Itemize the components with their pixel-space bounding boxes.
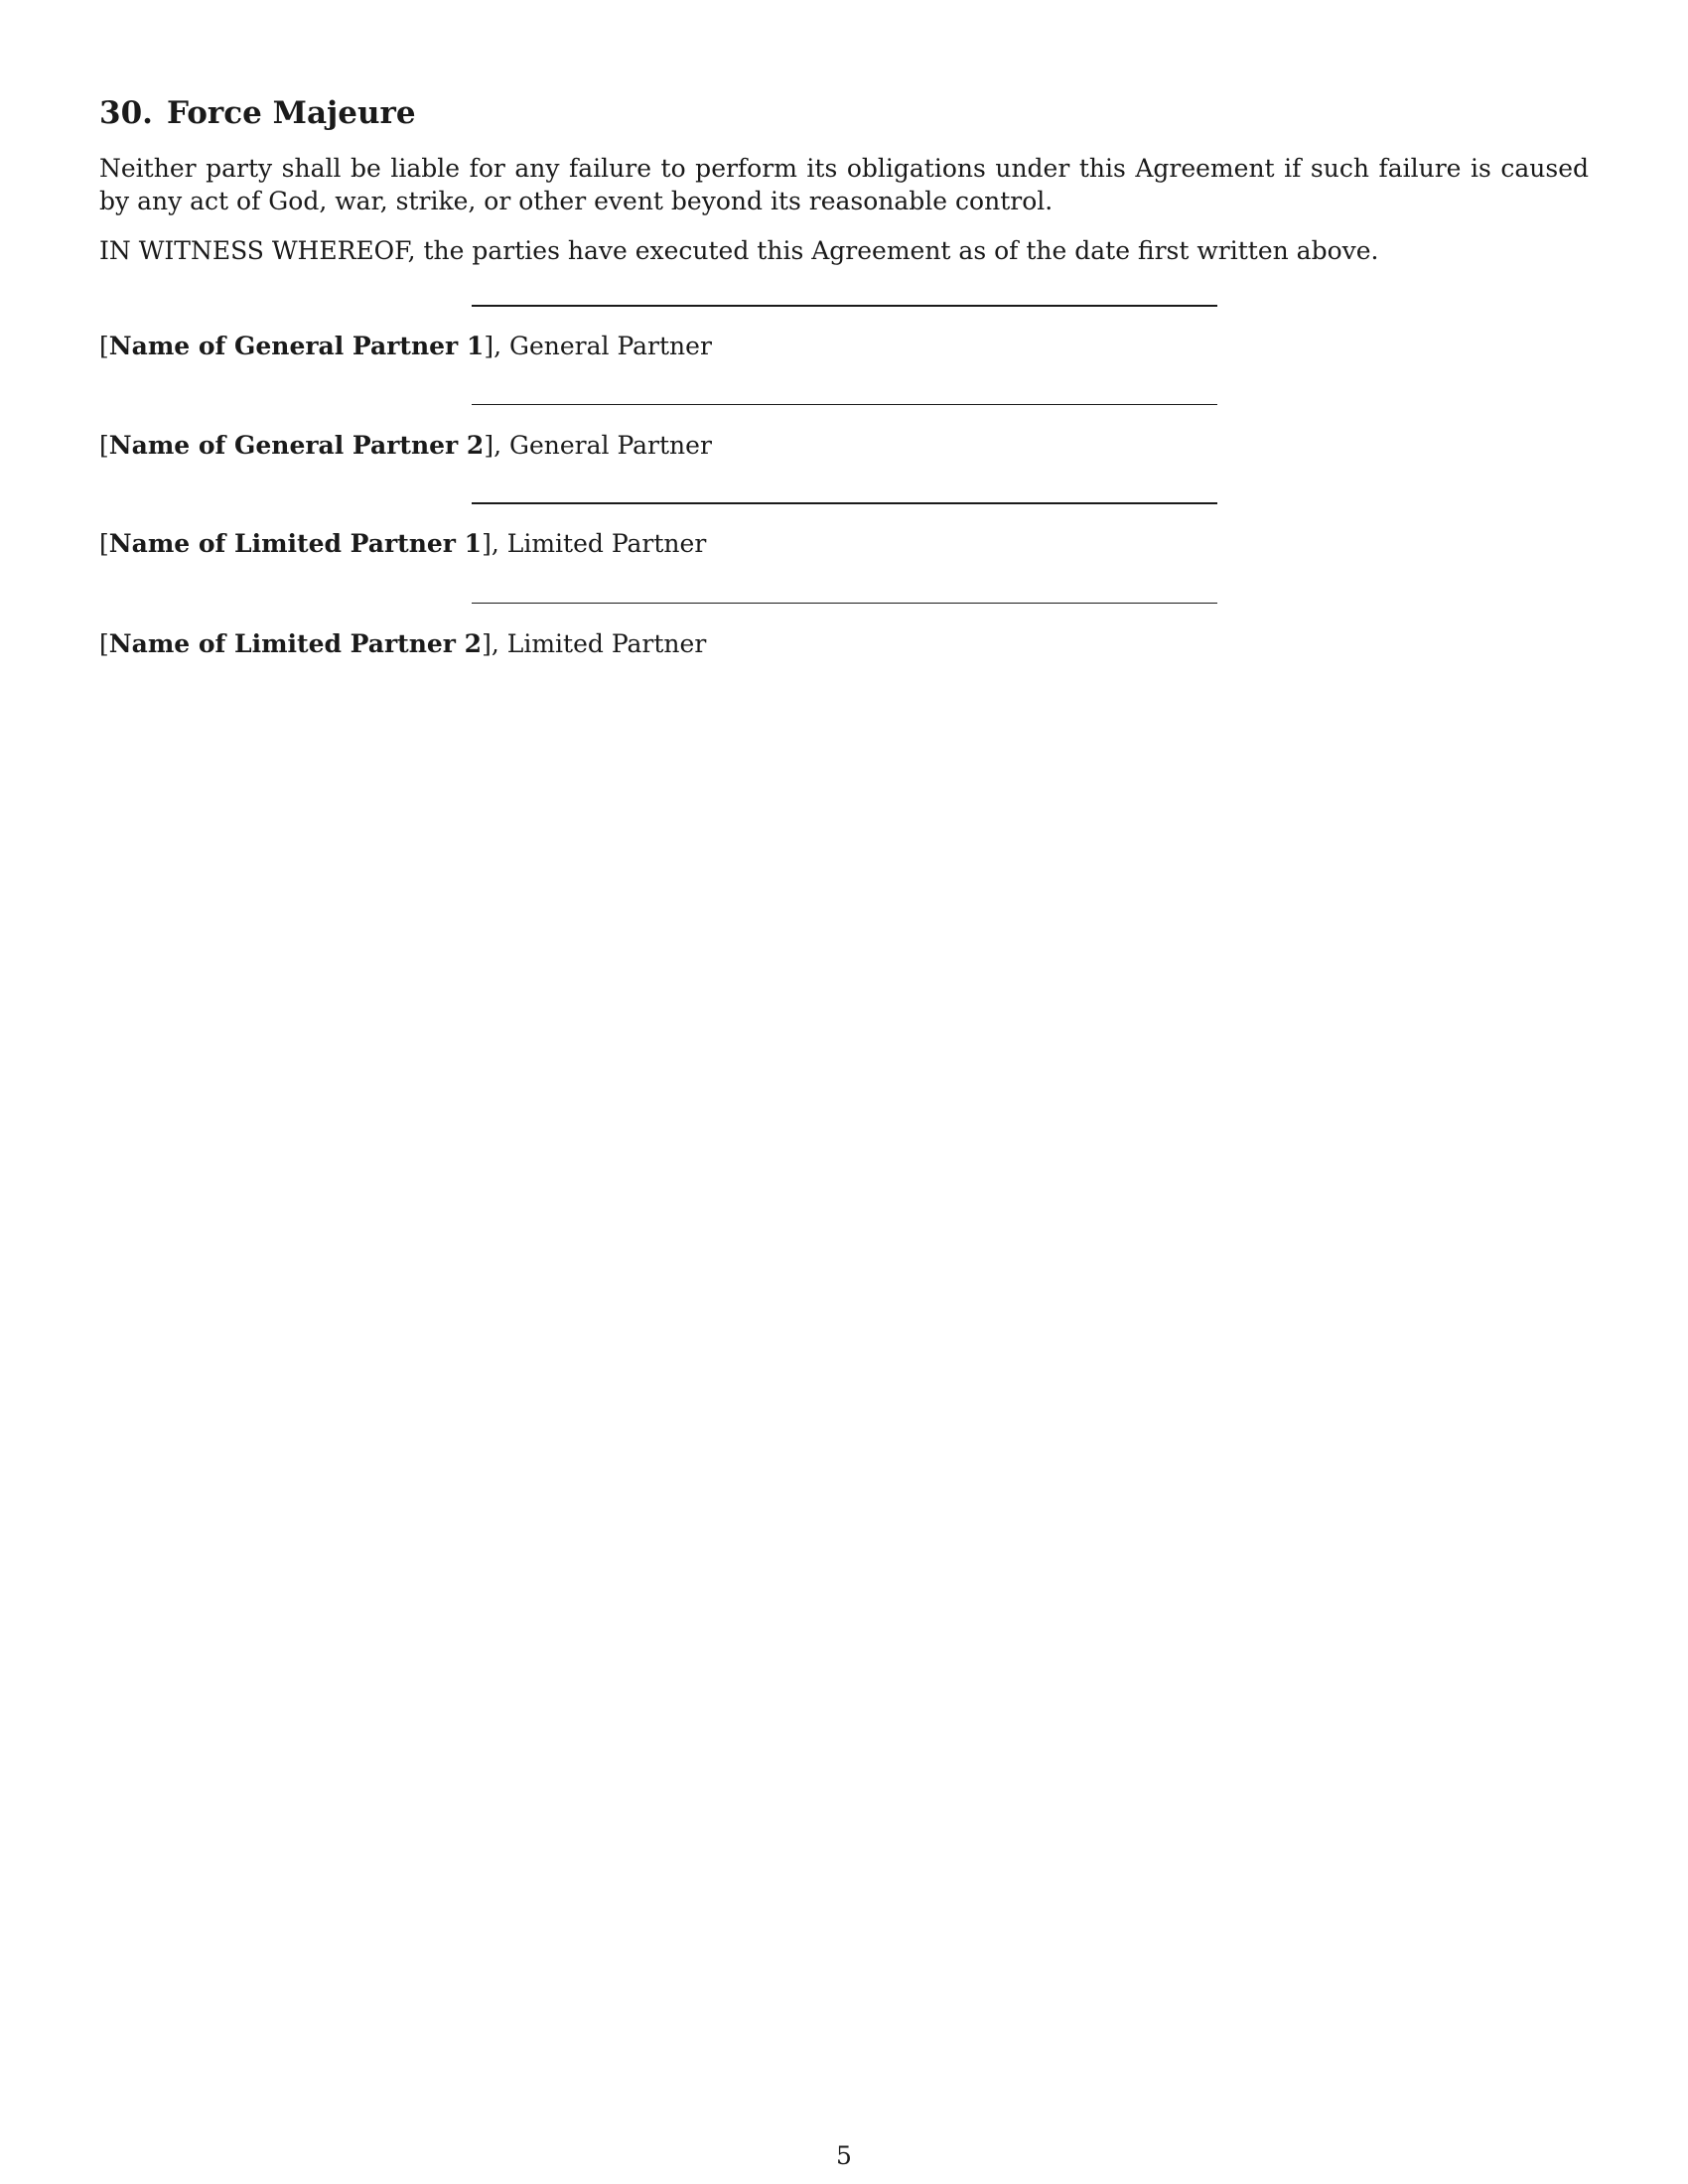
signatory-name: Name of Limited Partner 1 xyxy=(108,529,483,558)
witness-paragraph: IN WITNESS WHEREOF, the parties have executed this Agreement as of the date first written above. xyxy=(99,236,1379,265)
signatory-general-partner-1: [Name of General Partner 1], General Partner xyxy=(99,332,712,360)
signatory-role: , Limited Partner xyxy=(491,629,707,658)
signatory-role: , Limited Partner xyxy=(491,529,707,558)
section-heading xyxy=(99,93,416,133)
signatory-name: Name of Limited Partner 2 xyxy=(108,629,483,658)
page-number: 5 xyxy=(836,2141,852,2170)
section-title: Force Majeure xyxy=(166,95,416,131)
signatory-role: , General Partner xyxy=(493,332,712,360)
document-page xyxy=(99,0,1589,2184)
signatory-limited-partner-2: [Name of Limited Partner 2], Limited Partner xyxy=(99,629,707,658)
signature-line-limited-partner-2 xyxy=(472,603,1217,604)
signature-line-general-partner-2 xyxy=(472,404,1217,405)
signatory-name: Name of General Partner 2 xyxy=(108,431,485,460)
signatory-role: , General Partner xyxy=(493,431,712,460)
force-majeure-paragraph: Neither party shall be liable for any failure to perform its obligations under this Agreement if such failure is caused by any act of God, war, strike, or other event beyond its reasonable control. xyxy=(99,154,1589,215)
signatory-name: Name of General Partner 1 xyxy=(108,332,485,360)
signatory-general-partner-2: [Name of General Partner 2], General Partner xyxy=(99,431,712,460)
signatory-limited-partner-1: [Name of Limited Partner 1], Limited Partner xyxy=(99,529,707,558)
signature-line-limited-partner-1 xyxy=(472,502,1217,504)
signature-line-general-partner-1 xyxy=(472,305,1217,307)
section-number: 30. xyxy=(99,95,153,131)
